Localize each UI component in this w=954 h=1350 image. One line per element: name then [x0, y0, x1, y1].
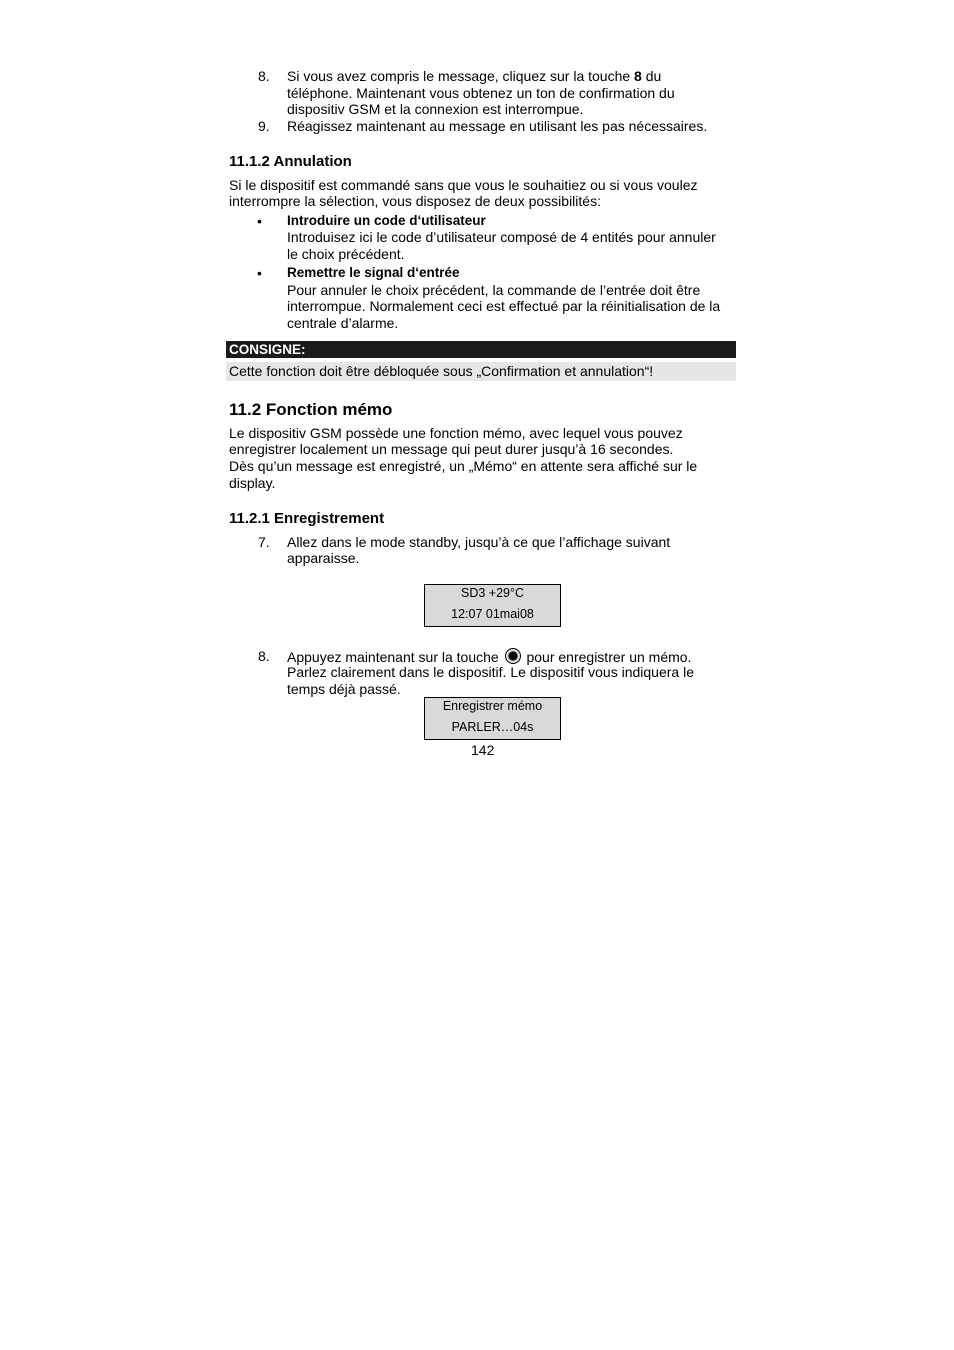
paragraph-line: interrompre la sélection, vous disposez de deux possibilités:: [229, 193, 601, 209]
list-item-text: temps déjà passé.: [287, 681, 401, 697]
option-title: Introduire un code d‘utilisateur: [287, 213, 486, 228]
note-text: Cette fonction doit être débloquée sous „Confirmation et annulation“!: [226, 362, 736, 381]
section-heading: 11.2 Fonction mémo: [229, 400, 393, 419]
section-heading: 11.1.2 Annulation: [229, 153, 352, 170]
paragraph-line: Dès qu’un message est enregistré, un „Mémo“ en attente sera affiché sur le: [229, 458, 698, 474]
record-button-icon: [505, 648, 521, 664]
note-label: CONSIGNE:: [226, 341, 736, 358]
list-item-text: Réagissez maintenant au message en utilisant les pas nécessaires.: [287, 118, 708, 134]
list-item-text: Allez dans le mode standby, jusqu’à ce que l’affichage suivant: [287, 534, 671, 550]
option-text: centrale d’alarme.: [287, 315, 399, 331]
paragraph-line: Si le dispositif est commandé sans que vous le souhaitiez ou si vous voulez: [229, 177, 698, 193]
bullet: •: [257, 265, 262, 281]
text-run: Si vous avez compris le message, cliquez sur la touche: [287, 68, 635, 84]
lcd-display: [424, 584, 561, 627]
lcd-line: 12:07 01mai08: [451, 607, 534, 621]
key-label: 8: [634, 68, 642, 84]
list-item-text: dispositiv GSM et la connexion est interrompue.: [287, 101, 584, 117]
page-number: 142: [471, 742, 495, 758]
lcd-line: Enregistrer mémo: [442, 699, 543, 713]
paragraph-line: Le dispositiv GSM possède une fonction mémo, avec lequel vous pouvez: [229, 425, 683, 441]
text-run: pour enregistrer un mémo.: [526, 649, 692, 665]
paragraph-line: display.: [229, 475, 276, 491]
lcd-display: [424, 697, 561, 740]
list-item-text: Parlez clairement dans le dispositif. Le dispositif vous indiquera le: [287, 664, 694, 680]
list-item-text: téléphone. Maintenant vous obtenez un ton de confirmation du: [287, 85, 675, 101]
paragraph-line: enregistrer localement un message qui peut durer jusqu’à 16 secondes.: [229, 441, 674, 457]
list-number: 9.: [258, 118, 270, 134]
list-item-text: apparaisse.: [287, 550, 360, 566]
option-title: Remettre le signal d‘entrée: [287, 265, 460, 280]
list-item-text: [287, 648, 691, 666]
bullet: •: [257, 213, 262, 229]
lcd-line: SD3 +29°C: [460, 586, 525, 600]
text-run: du: [641, 68, 662, 84]
lcd-line: PARLER…04s: [451, 720, 534, 734]
section-heading: 11.2.1 Enregistrement: [229, 510, 385, 527]
option-text: interrompue. Normalement ceci est effectué par la réinitialisation de la: [287, 298, 721, 314]
list-item-text: [287, 68, 661, 85]
text-run: Appuyez maintenant sur la touche: [287, 649, 499, 665]
list-number: 7.: [258, 534, 270, 550]
option-text: Introduisez ici le code d’utilisateur composé de 4 entités pour annuler: [287, 229, 716, 245]
list-number: 8.: [258, 648, 270, 664]
option-text: le choix précédent.: [287, 246, 405, 262]
list-number: 8.: [258, 68, 270, 84]
option-text: Pour annuler le choix précédent, la commande de l’entrée doit être: [287, 282, 701, 298]
